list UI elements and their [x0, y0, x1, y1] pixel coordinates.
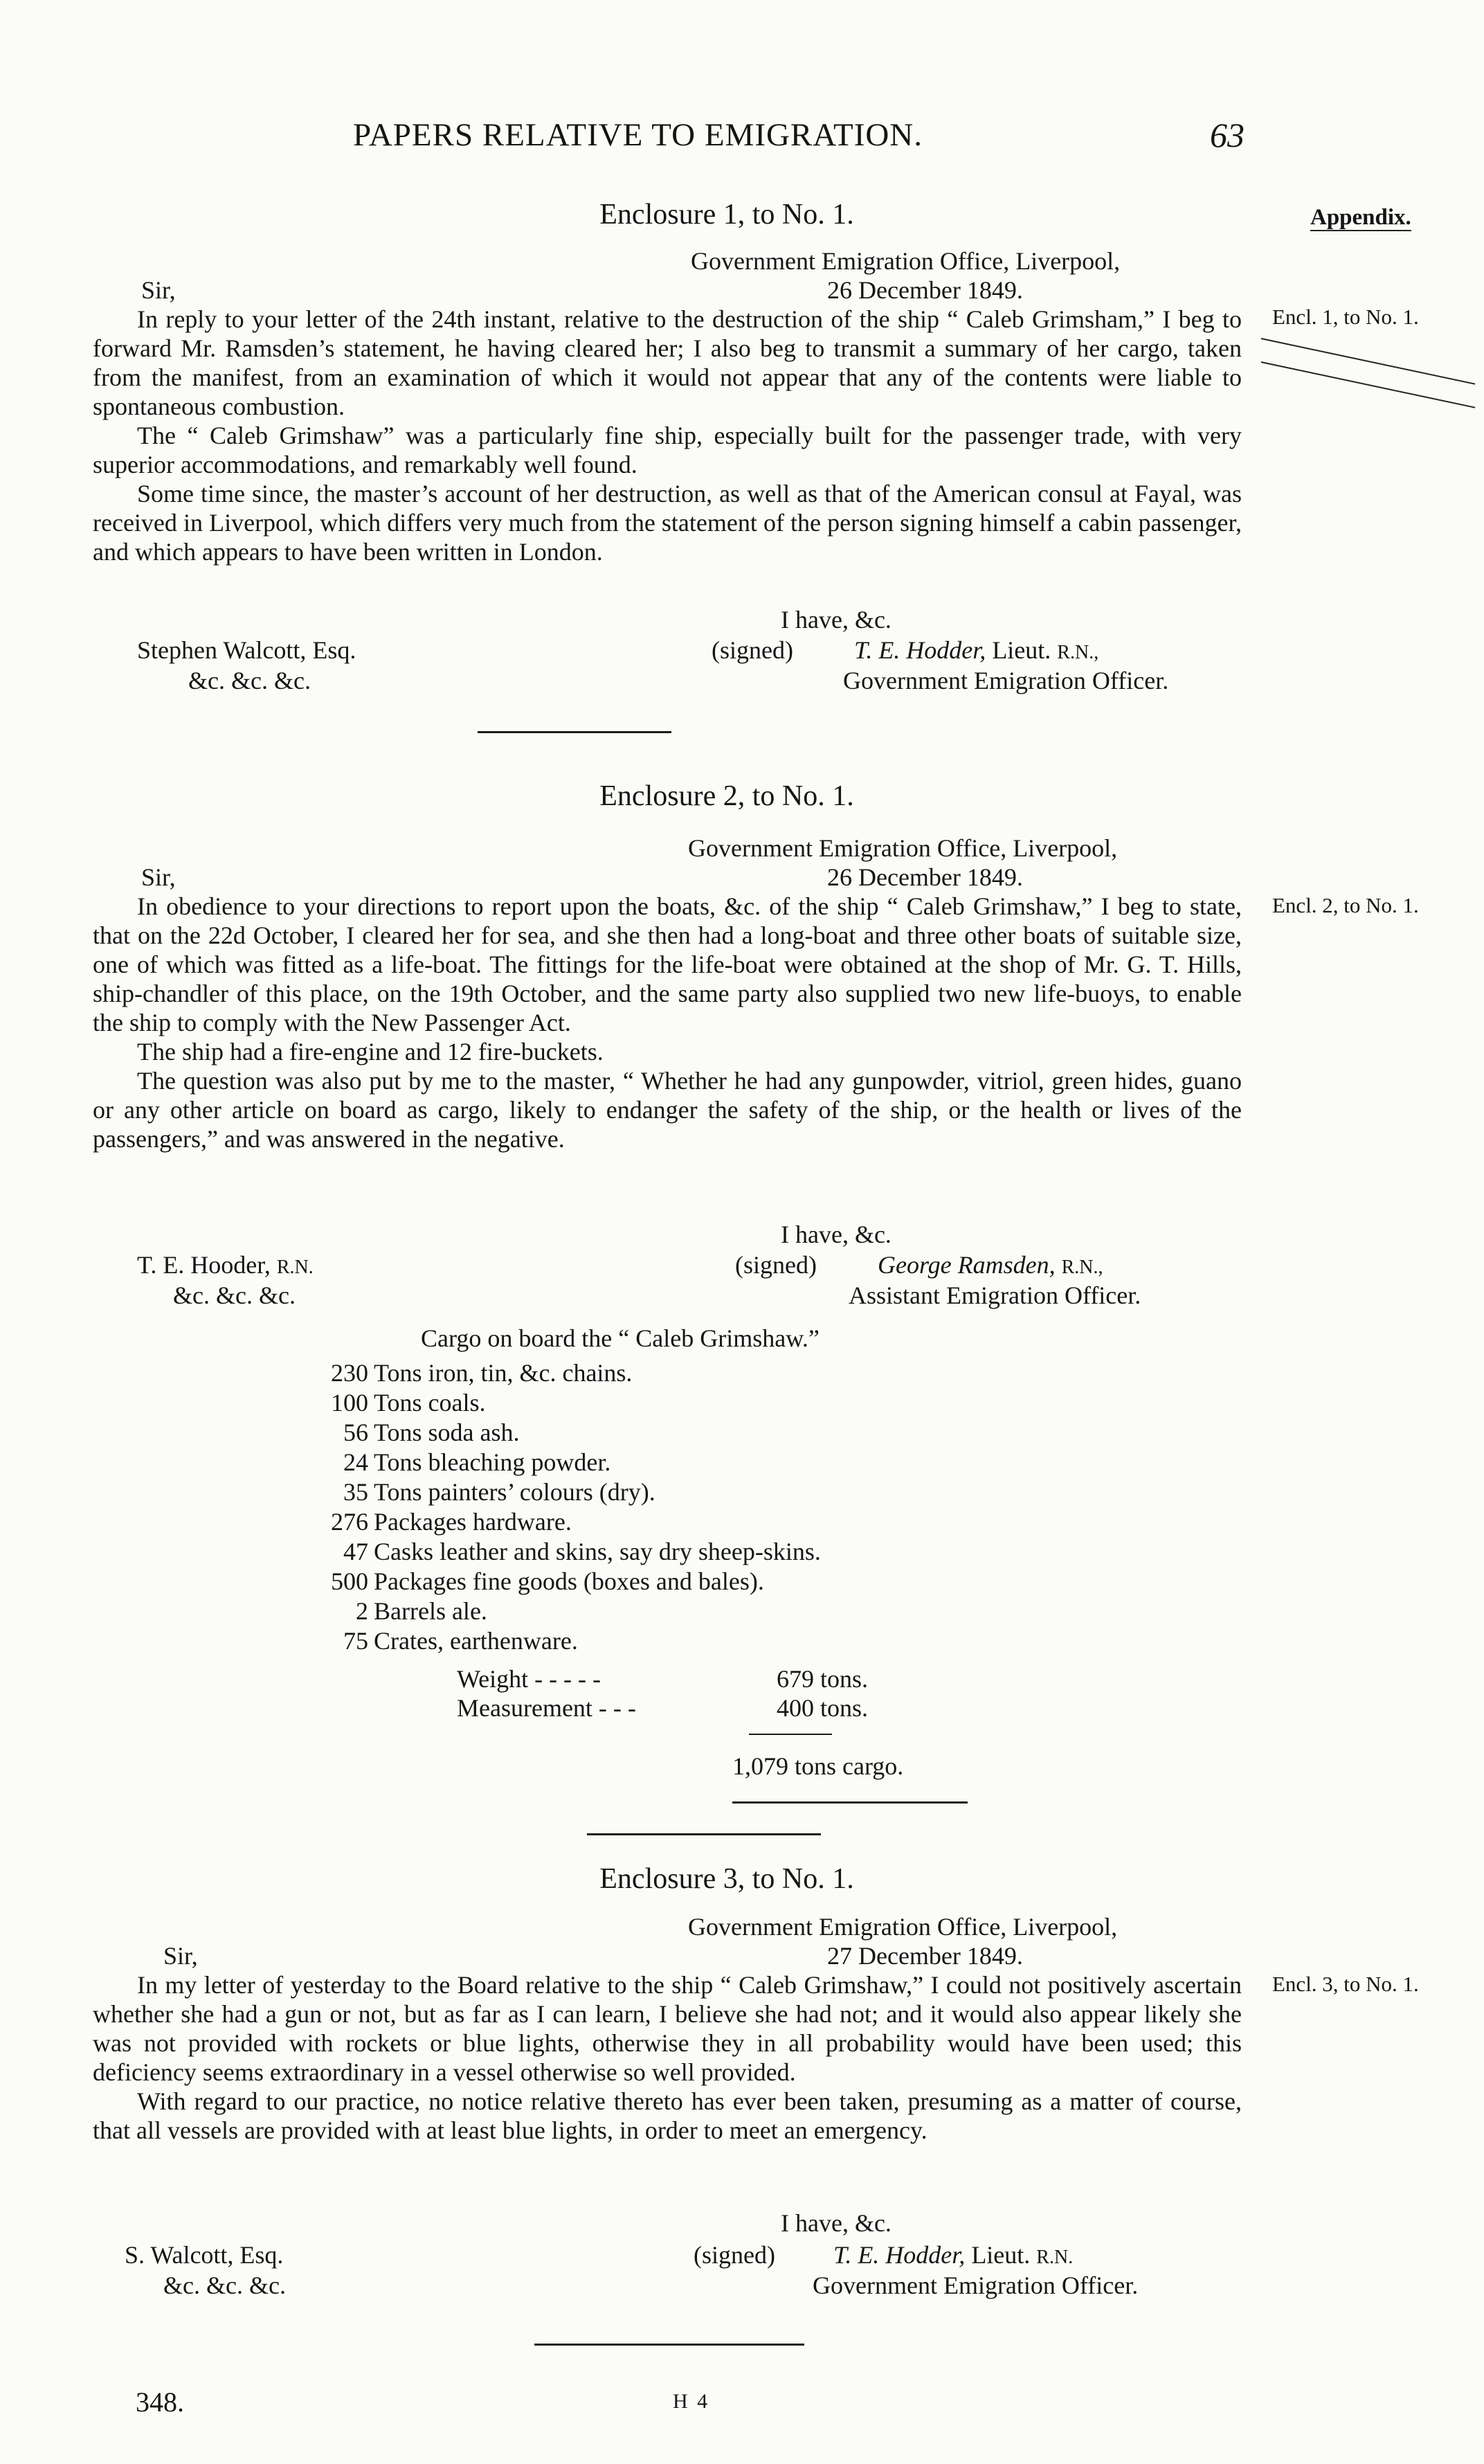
section-divider	[478, 731, 671, 733]
cargo-title: Cargo on board the “ Caleb Grimshaw.”	[421, 1324, 820, 1352]
margin-rule-1	[1261, 338, 1476, 385]
cargo-item: 24 Tons bleaching powder.	[343, 1448, 611, 1476]
signer-rank: Lieut.	[971, 2241, 1031, 2269]
signature-mark: H 4	[673, 2390, 710, 2413]
section-divider	[587, 1833, 821, 1835]
enclosure-2-office: Government Emigration Office, Liverpool,	[688, 834, 1118, 862]
enclosure-2-paragraph: In obedience to your directions to report upon the boats, &c. of the ship “ Caleb Grimshaw,” I beg to state, that on the 22d October, I cleared her for sea, and she then had a long-boat and three other boats of suitable size, one of which was fitted as a life-boat. The fittings for the life-boat were obtained at the shop of Mr. G. T. Hills, ship-chandler of this place, on the 19th October, and the same party also supplied two new life-buoys, to enable the ship to comply with the New Passenger Act.	[93, 892, 1242, 1036]
enclosure-1-date: 26 December 1849.	[827, 276, 1023, 304]
signed-label: (signed)	[735, 1251, 817, 1279]
enclosure-1-body	[93, 305, 1242, 566]
cargo-list	[285, 1358, 821, 1656]
margin-rule-2	[1261, 361, 1476, 408]
signer-name: George Ramsden,	[877, 1251, 1056, 1279]
enclosure-3-body	[93, 1970, 1242, 2145]
running-title: PAPERS RELATIVE TO EMIGRATION.	[353, 117, 923, 153]
enclosure-2-body	[93, 892, 1242, 1153]
recipient-rn: R.N.	[276, 1257, 314, 1278]
appendix-label: Appendix.	[1310, 205, 1411, 230]
footer-number: 348.	[136, 2386, 184, 2418]
recipient-name: T. E. Hooder,	[137, 1251, 271, 1279]
enclosure-1-signature	[712, 636, 1098, 667]
enclosure-2-recipient	[137, 1250, 314, 1282]
signer-rn: R.N.,	[1061, 1257, 1103, 1278]
signer-name: T. E. Hodder,	[833, 2241, 966, 2269]
enclosure-3-recipient: S. Walcott, Esq.	[125, 2241, 284, 2269]
enclosure-1-heading: Enclosure 1, to No. 1.	[599, 199, 854, 231]
cargo-item: 56 Tons soda ash.	[343, 1419, 520, 1446]
enclosure-3-heading: Enclosure 3, to No. 1.	[599, 1863, 854, 1895]
enclosure-2-salutation: Sir,	[141, 863, 176, 891]
enclosure-3-office: Government Emigration Office, Liverpool,	[688, 1913, 1118, 1941]
enclosure-3-signature	[694, 2240, 1073, 2272]
signed-label: (signed)	[712, 636, 793, 664]
cargo-item: 230 Tons iron, tin, &c. chains.	[331, 1359, 633, 1387]
enclosure-3-salutation: Sir,	[163, 1942, 198, 1970]
enclosure-3-date: 27 December 1849.	[827, 1942, 1023, 1970]
cargo-measurement-value: 400 tons.	[777, 1694, 869, 1722]
enclosure-2-recipient-etc: &c. &c. &c.	[173, 1282, 296, 1309]
enclosure-1-paragraph: The “ Caleb Grimshaw” was a particularly fine ship, especially built for the passenger trade, with very superior accommodations, and remarkably well found.	[93, 422, 1242, 478]
cargo-weight-value: 679 tons.	[777, 1665, 869, 1693]
enclosure-3-paragraph: In my letter of yesterday to the Board relative to the ship “ Caleb Grimshaw,” I could not positively ascertain whether she had a gun or not, but as far as I can learn, I believe she had not; and it would also appear likely she was not provided with rockets or blue lights, otherwise they in all probability would have been used; this deficiency seems extraordinary in a vessel otherwise so well provided.	[93, 1971, 1242, 2086]
enclosure-2-signature	[735, 1250, 1103, 1282]
total-rule	[732, 1801, 968, 1804]
cargo-item: 75 Crates, earthenware.	[343, 1627, 578, 1655]
enclosure-1-salutation: Sir,	[141, 276, 176, 304]
enclosure-3-recipient-etc: &c. &c. &c.	[163, 2272, 286, 2299]
signer-rank: Lieut.	[992, 636, 1051, 664]
enclosure-2-margin-note: Encl. 2, to No. 1.	[1272, 893, 1419, 917]
enclosure-1-recipient-etc: &c. &c. &c.	[188, 667, 311, 694]
enclosure-3-signer-title: Government Emigration Officer.	[813, 2272, 1139, 2299]
enclosure-1-paragraph: Some time since, the master’s account of her destruction, as well as that of the American consul at Fayal, was received in Liverpool, which differs very much from the statement of the person signing himself a cabin passenger, and which appears to have been written in London.	[93, 480, 1242, 566]
cargo-measurement-label: Measurement - - -	[457, 1694, 636, 1722]
signer-rn: R.N.	[1036, 2247, 1074, 2268]
page-number: 63	[1210, 116, 1245, 154]
signer-rn: R.N.,	[1057, 642, 1099, 663]
enclosure-1-office: Government Emigration Office, Liverpool,	[691, 247, 1121, 275]
cargo-item: 100 Tons coals.	[331, 1389, 486, 1417]
enclosure-3-margin-note: Encl. 3, to No. 1.	[1272, 1972, 1419, 1996]
cargo-weight-label: Weight - - - - -	[457, 1665, 601, 1693]
signed-label: (signed)	[694, 2241, 775, 2269]
cargo-item: 35 Tons painters’ colours (dry).	[343, 1478, 655, 1506]
signer-name: T. E. Hodder,	[853, 636, 986, 664]
enclosure-1-closing: I have, &c.	[781, 606, 892, 633]
enclosure-1-recipient: Stephen Walcott, Esq.	[137, 636, 356, 664]
section-divider	[534, 2344, 804, 2346]
enclosure-3-closing: I have, &c.	[781, 2209, 892, 2237]
enclosure-3-paragraph: With regard to our practice, no notice relative thereto has ever been taken, presuming as a matter of course, that all vessels are provided with at least blue lights, in order to meet an emergency.	[93, 2087, 1242, 2144]
enclosure-2-paragraph: The question was also put by me to the master, “ Whether he had any gunpowder, vitriol, green hides, guano or any other article on board as cargo, likely to endanger the safety of the ship, or the health or lives of the passengers,” and was answered in the negative.	[93, 1067, 1242, 1153]
enclosure-2-signer-title: Assistant Emigration Officer.	[849, 1282, 1141, 1309]
cargo-total: 1,079 tons cargo.	[732, 1752, 904, 1780]
enclosure-2-paragraph: The ship had a fire-engine and 12 fire-buckets.	[137, 1038, 604, 1065]
enclosure-2-date: 26 December 1849.	[827, 863, 1023, 891]
enclosure-1-signer-title: Government Emigration Officer.	[843, 667, 1169, 694]
enclosure-1-paragraph: In reply to your letter of the 24th instant, relative to the destruction of the ship “ Caleb Grimsham,” I beg to forward Mr. Ramsden’s statement, he having cleared her; I also beg to transmit a summary of her cargo, taken from the manifest, from an examination of which it would not appear that any of the contents were liable to spontaneous combustion.	[93, 305, 1242, 420]
enclosure-2-closing: I have, &c.	[781, 1221, 892, 1248]
enclosure-1-margin-note: Encl. 1, to No. 1.	[1272, 305, 1419, 329]
sum-rule	[749, 1734, 832, 1735]
cargo-item: 2 Barrels ale.	[356, 1597, 487, 1625]
cargo-item: 500 Packages fine goods (boxes and bales).	[331, 1567, 764, 1595]
cargo-item: 47 Casks leather and skins, say dry sheep-skins.	[343, 1538, 821, 1565]
enclosure-2-heading: Enclosure 2, to No. 1.	[599, 780, 854, 812]
cargo-item: 276 Packages hardware.	[331, 1508, 572, 1536]
